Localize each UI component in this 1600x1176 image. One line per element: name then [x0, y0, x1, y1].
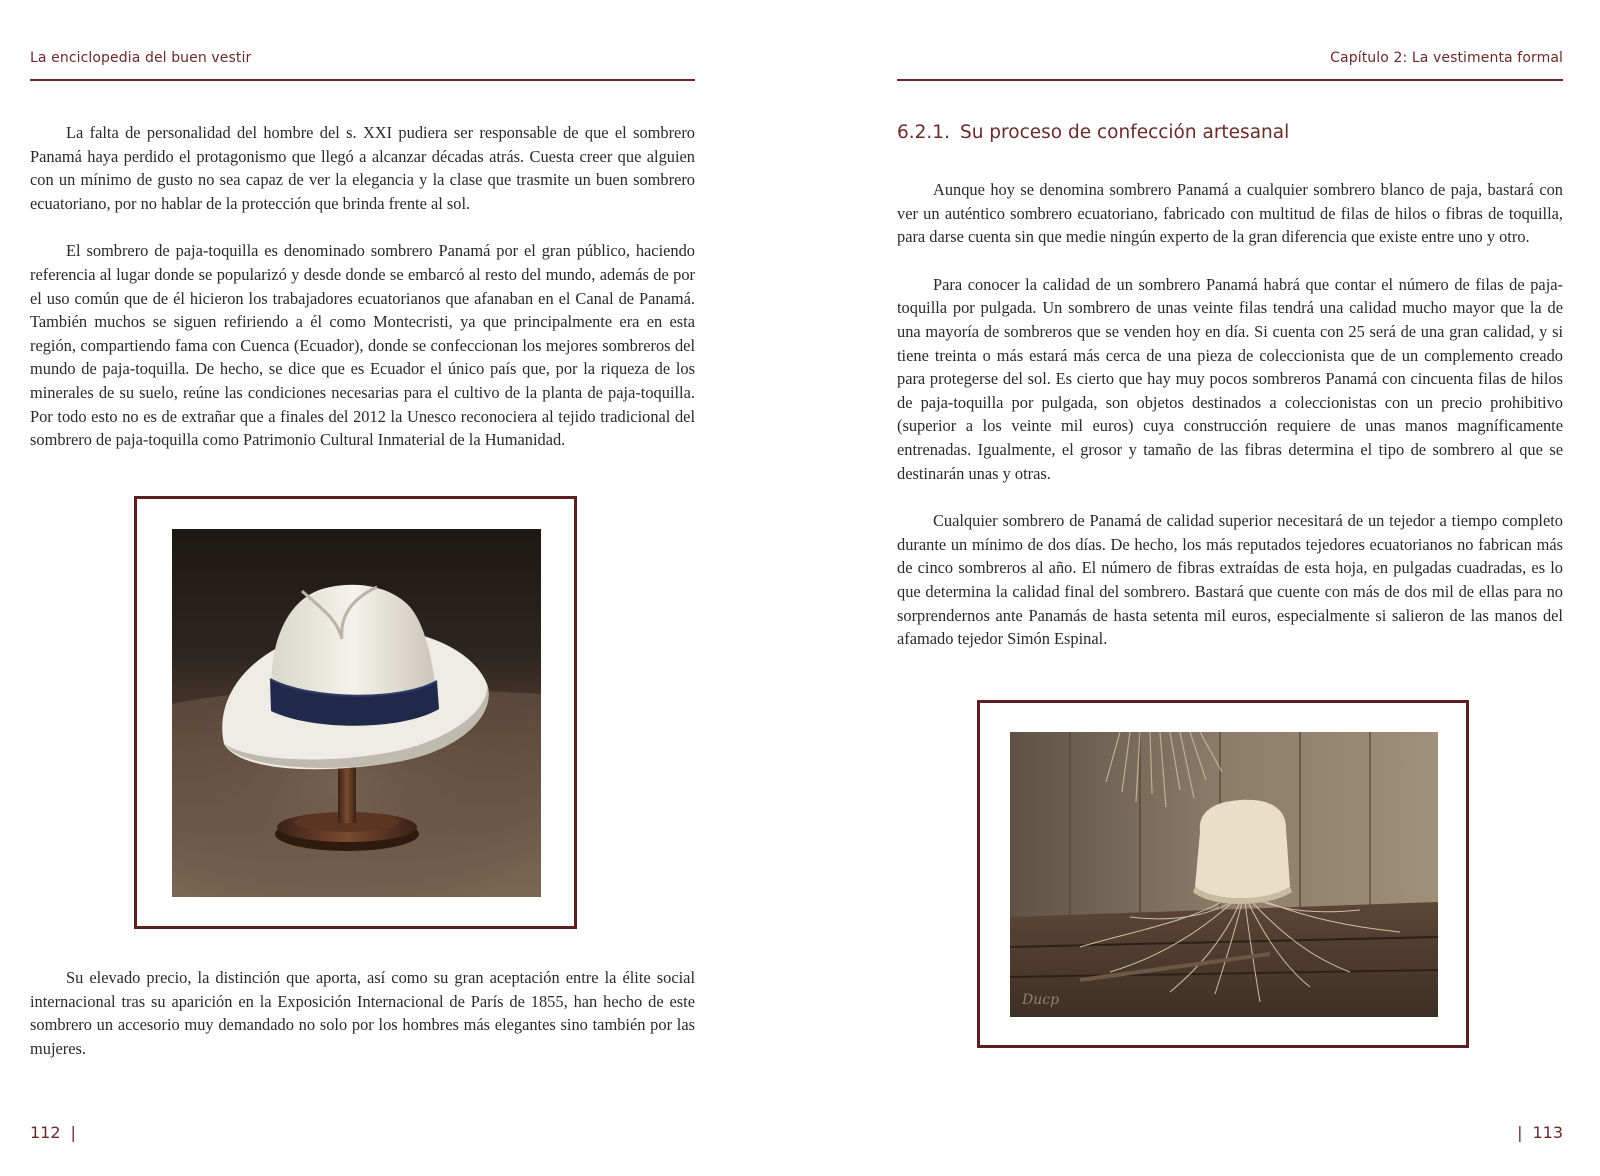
section-title: Su proceso de confección artesanal	[959, 122, 1290, 143]
left-page	[30, 0, 695, 1176]
page-number	[30, 1123, 86, 1142]
page-number	[1507, 1123, 1563, 1142]
folio-separator: |	[1517, 1123, 1523, 1142]
header-rule	[897, 79, 1563, 81]
paragraph: Cualquier sombrero de Panamá de calidad superior necesitará de un tejedor a tiempo completo durante un mínimo de dos días. De hecho, los más reputados tejedores ecuatorianos no fabrican más de cinco sombreros al año. El número de fibras extraídas de esta hoja, en pulgadas cuadradas, es lo que determina la calidad final del sombrero. Bastará que cuente con más de dos mil de ellas para no sorprendernos ante Panamás de hasta setenta mil euros, especialmente si salieron de las manos del afamado tejedor Simón Espinal.	[897, 511, 1563, 649]
section-heading	[897, 122, 1289, 143]
paragraph: Para conocer la calidad de un sombrero Panamá habrá que contar el número de filas de paja-toquilla por pulgada. Un sombrero de unas veinte filas tendrá una calidad mucho mayor que la de una mayoría de sombreros que se venden hoy en día. Si cuenta con 25 será de una gran calidad, y si tiene treinta o más estará más cerca de una pieza de coleccionista que de un complemento creado para protegerse del sol. Es cierto que hay muy pocos sombreros Panamá con cincuenta filas de hilos de paja-toquilla por pulgada, son objetos destinados a coleccionistas con un precio prohibitivo (superior a los veinte mil euros) cuya construcción requiere de unas manos magníficamente entrenadas. Igualmente, el grosor y tamaño de las fibras determina el tipo de sombrero al que se destinarán unas y otras.	[897, 274, 1563, 483]
page-number-value: 113	[1532, 1123, 1563, 1142]
straw-weaving-photo	[1010, 732, 1438, 1017]
paragraph: La falta de personalidad del hombre del s. XXI pudiera ser responsable de que el sombrero Panamá haya perdido el protagonismo que llegó a alcanzar décadas atrás. Cuesta creer que alguien con un mínimo de gusto no sea capaz de ver la elegancia y la clase que trasmite un buen sombrero ecuatoriano, por no hablar de la protección que brinda frente al sol.	[30, 123, 695, 213]
paragraph: Su elevado precio, la distinción que aporta, así como su gran aceptación entre la élite social internacional tras su aparición en la Exposición Internacional de París de 1855, han hecho de este sombrero un accesorio muy demandado no solo por los hombres más elegantes sino también por las mujeres.	[30, 968, 695, 1058]
hat-photo-frame	[134, 496, 577, 929]
svg-text:Ducp: Ducp	[1022, 992, 1060, 1008]
running-head: La enciclopedia del buen vestir	[30, 50, 252, 66]
paragraph: El sombrero de paja-toquilla es denominado sombrero Panamá por el gran público, haciendo referencia al lugar donde se popularizó y desde donde se embarcó al resto del mundo, además de por el uso común que de él hicieron los trabajadores ecuatorianos que afanaban en el Canal de Panamá. También muchos se siguen refiriendo a él como Montecristi, ya que principalmente era en esta región, compartiendo fama con Cuenca (Ecuador), donde se confeccionan los mejores sombreros del mundo de paja-toquilla. De hecho, se dice que es Ecuador el único país que, por la riqueza de los minerales de su suelo, reúne las condiciones necesarias para el cultivo de la planta de paja-toquilla. Por todo esto no es de extrañar que a finales del 2012 la Unesco reconociera al tejido tradicional del sombrero de paja-toquilla como Patrimonio Cultural Inmaterial de la Humanidad.	[30, 241, 695, 450]
running-head: Capítulo 2: La vestimenta formal	[1330, 50, 1563, 66]
body-text	[897, 178, 1563, 651]
folio-separator: |	[70, 1123, 76, 1142]
weaving-photo-frame	[977, 700, 1469, 1048]
body-text-bottom	[30, 966, 695, 1060]
section-number: 6.2.1.	[897, 122, 950, 143]
header-rule	[30, 79, 695, 81]
body-text-top	[30, 121, 695, 452]
right-page	[897, 0, 1563, 1176]
page-number-value: 112	[30, 1123, 61, 1142]
paragraph: Aunque hoy se denomina sombrero Panamá a cualquier sombrero blanco de paja, bastará con ver un auténtico sombrero ecuatoriano, fabricado con multitud de filas de hilos o fibras de toquilla, para darse cuenta sin que medie ningún experto de la gran diferencia que existe entre uno y otro.	[897, 180, 1563, 247]
panama-hat-photo	[172, 529, 541, 897]
